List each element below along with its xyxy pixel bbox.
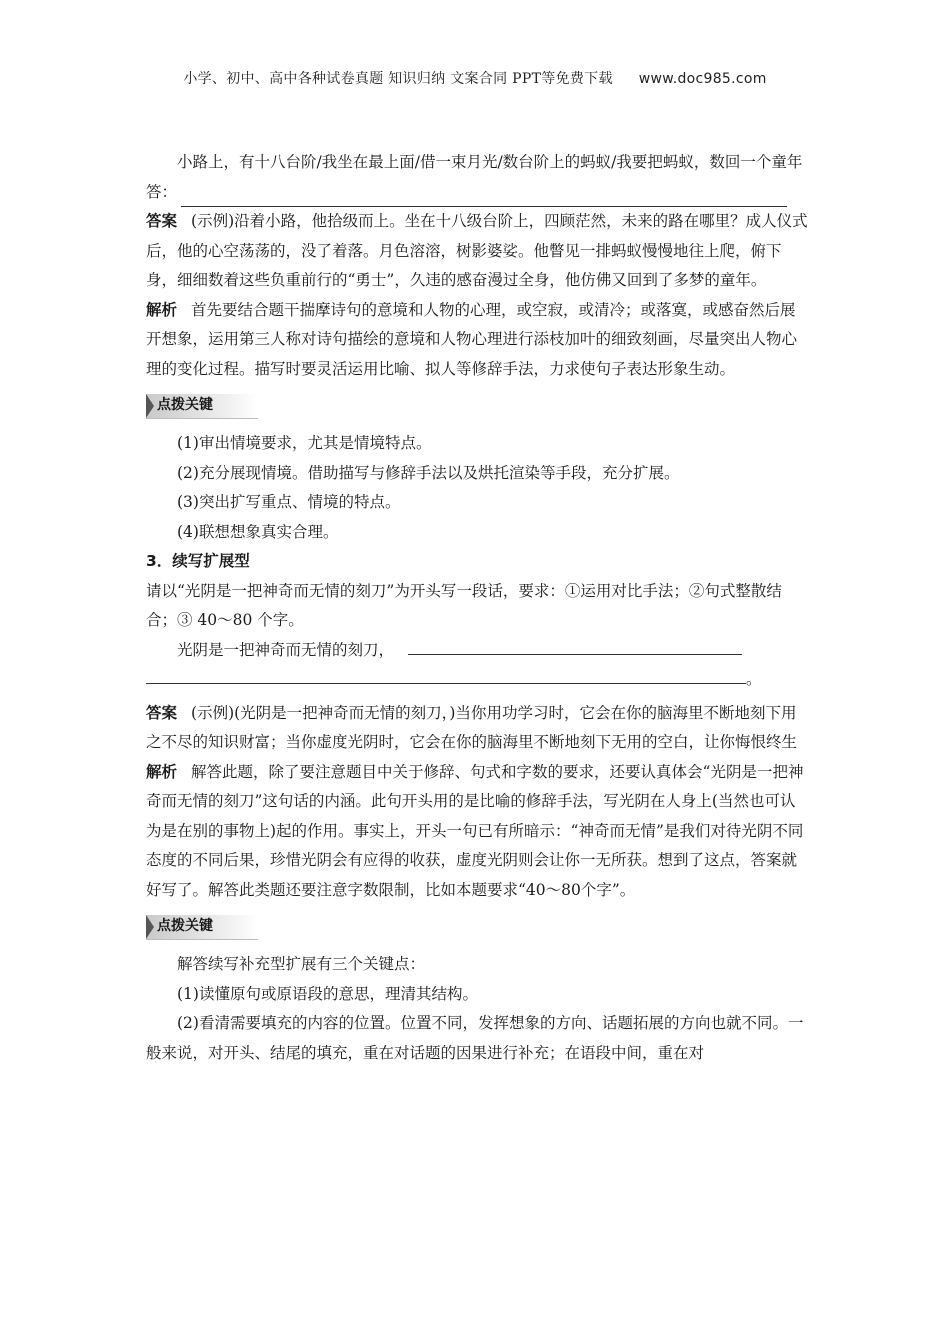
starter-blank[interactable] xyxy=(408,636,742,655)
header-text: 小学、初中、高中各种试卷真题 知识归纳 文案合同 PPT等免费下载 xyxy=(183,71,613,87)
key-points-title: 点拨关键 xyxy=(157,918,213,935)
period-mark: 。 xyxy=(746,670,762,688)
starter-line xyxy=(146,636,808,666)
key-point-item: (1)读懂原句或原语段的意思，理清其结构。 xyxy=(177,984,478,1003)
answer-line xyxy=(146,178,808,208)
answer-text: (示例)(光阴是一把神奇而无情的刻刀，)当你用功学习时，它会在你的脑海里不断地刻下用之不尽的知识财富；当你虚度光阴时，它会在你的脑海里不断地刻下无用的空白，让你悔恨终生 xyxy=(146,703,798,751)
key-points-banner xyxy=(146,915,258,940)
answer-tag: 答案 xyxy=(146,703,178,722)
starter-text: 光阴是一把神奇而无情的刻刀， xyxy=(177,640,395,659)
key-points-title: 点拨关键 xyxy=(157,397,213,414)
page-header xyxy=(0,68,950,88)
document-body xyxy=(146,148,808,1068)
analysis-text: 首先要结合题干揣摩诗句的意境和人物的心理，或空寂，或清冷；或落寞，或感奋然后展开想象，运用第三人称对诗句描绘的意境和人物心理进行添枝加叶的细致刻画，尽量突出人物心理的变化过程。描写时要灵活运用比喻、拟人等修辞手法，力求使句子表达形象生动。 xyxy=(146,300,798,378)
section-heading: 3．续写扩展型 xyxy=(146,552,250,570)
analysis-tag: 解析 xyxy=(146,300,178,319)
poem-prompt: 小路上，有十八台阶/我坐在最上面/借一束月光/数台阶上的蚂蚁/我要把蚂蚁，数回一个童年 xyxy=(177,153,803,171)
key-point-item: (1)审出情境要求，尤其是情境特点。 xyxy=(177,434,432,452)
answer-blank[interactable] xyxy=(181,186,787,207)
key-point-item: (2)充分展现情境。借助描写与修辞手法以及烘托渲染等手段，充分扩展。 xyxy=(177,463,680,482)
analysis-text: 解答此题，除了要注意题目中关于修辞、句式和字数的要求，还要认真体会“光阴是一把神奇而无情的刻刀”这句话的内涵。此句开头用的是比喻的修辞手法，写光阴在人身上(当然也可认为是在别的事物上)起的作用。事实上，开头一句已有所暗示：“神奇而无情”是我们对待光阴不同态度的不同后果，珍惜光阴会有应得的收获，虚度光阴则会让你一无所获。想到了这点，答案就好写了。解答此类题还要注意字数限制，比如本题要求“40～80个字”。 xyxy=(146,762,804,899)
key-point-item: (4)联想想象真实合理。 xyxy=(177,522,339,541)
key-points-intro: 解答续写补充型扩展有三个关键点： xyxy=(177,955,426,973)
analysis-tag: 解析 xyxy=(146,762,178,781)
key-point-item: (3)突出扩写重点、情境的特点。 xyxy=(177,493,401,511)
answer-text: (示例)沿着小路，他拾级而上。坐在十八级台阶上，四顾茫然，未来的路在哪里？成人仪式后，他的心空荡荡的，没了着落。月色溶溶，树影婆娑。他瞥见一排蚂蚁慢慢地往上爬，俯下身，细细数着这些负重前行的“勇士”，久违的感奋漫过全身，他仿佛又回到了多梦的童年。 xyxy=(146,212,808,289)
requirement-text: 请以“光阴是一把神奇而无情的刻刀”为开头写一段话，要求：①运用对比手法；②句式整散结合；③ 40～80 个字。 xyxy=(146,581,782,629)
answer-tag: 答案 xyxy=(146,212,178,230)
key-point-item: (2)看清需要填充的内容的位置。位置不同，发挥想象的方向、话题拓展的方向也就不同。一般来说，对开头、结尾的填充，重在对话题的因果进行补充；在语段中间，重在对 xyxy=(146,1014,804,1062)
answer-paragraph xyxy=(146,207,808,296)
header-site-link[interactable]: www.doc985.com xyxy=(638,71,767,87)
key-points-banner xyxy=(146,394,258,419)
answer-paragraph xyxy=(146,699,808,758)
banner-marker-icon xyxy=(146,915,154,939)
continuation-line xyxy=(146,665,808,695)
answer-label: 答： xyxy=(146,182,178,201)
analysis-paragraph xyxy=(146,296,808,385)
banner-marker-icon xyxy=(146,394,154,418)
analysis-paragraph xyxy=(146,758,808,906)
continuation-blank[interactable] xyxy=(146,665,746,684)
